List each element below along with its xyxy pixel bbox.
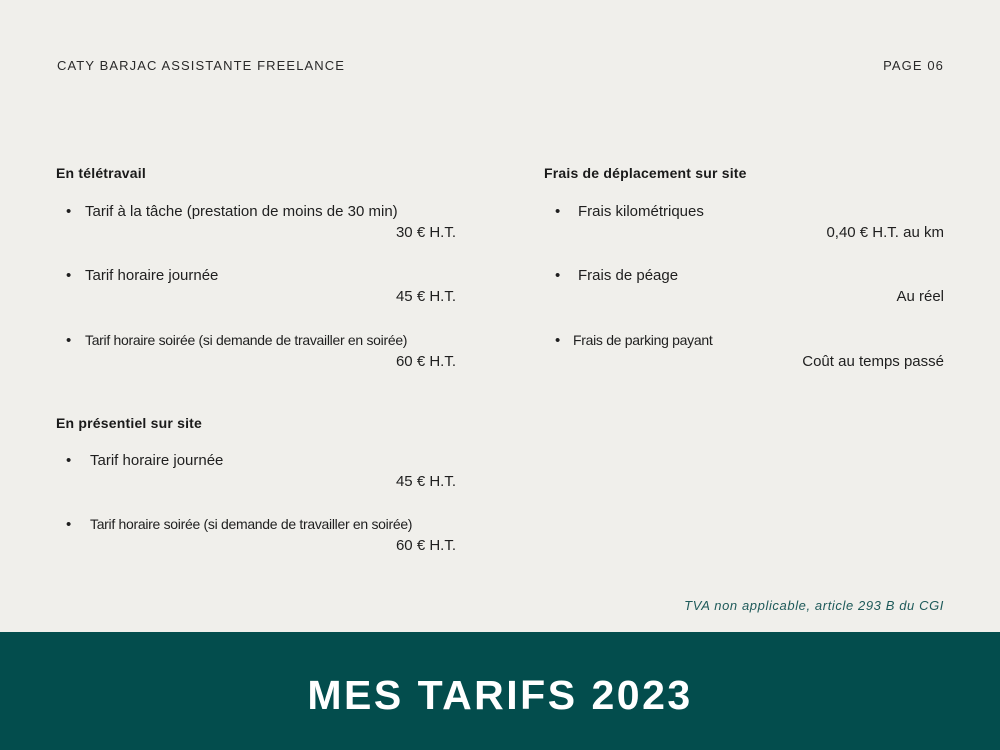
list-item — [66, 332, 456, 374]
item-label: Tarif horaire journée — [85, 267, 219, 284]
tva-note: TVA non applicable, article 293 B du CGI — [684, 598, 944, 613]
item-label: Tarif horaire soirée (si demande de travailler en soirée) — [90, 516, 413, 532]
item-price: 60 € H.T. — [395, 537, 456, 554]
item-price: 30 € H.T. — [395, 224, 456, 241]
bullet-dot-icon: • — [66, 203, 72, 220]
list-item — [66, 267, 456, 309]
section-title-teletravail: En télétravail — [56, 165, 146, 181]
bullet-dot-icon: • — [66, 452, 72, 469]
item-price: Au réel — [896, 288, 944, 305]
item-label: Tarif horaire soirée (si demande de travailler en soirée) — [85, 332, 408, 348]
list-item — [555, 267, 944, 309]
bullet-dot-icon: • — [66, 267, 72, 284]
item-price: 0,40 € H.T. au km — [826, 224, 944, 241]
bullet-dot-icon: • — [555, 332, 561, 349]
list-item — [555, 332, 944, 374]
page-number: PAGE 06 — [883, 58, 944, 73]
bullet-dot-icon: • — [555, 203, 561, 220]
item-price: Coût au temps passé — [802, 353, 944, 370]
section-title-deplacement: Frais de déplacement sur site — [544, 165, 747, 181]
list-item — [555, 203, 944, 245]
item-price: 45 € H.T. — [395, 288, 456, 305]
item-label: Frais kilométriques — [578, 203, 704, 220]
list-item — [66, 452, 456, 494]
bullet-dot-icon: • — [66, 516, 72, 533]
section-title-presentiel: En présentiel sur site — [56, 415, 203, 431]
item-label: Tarif horaire journée — [90, 452, 224, 469]
page-title: MES TARIFS 2023 — [307, 672, 693, 718]
bullet-dot-icon: • — [555, 267, 561, 284]
item-label: Tarif à la tâche (prestation de moins de 30 min) — [85, 203, 398, 220]
item-price: 45 € H.T. — [395, 473, 456, 490]
list-item — [66, 203, 456, 245]
item-label: Frais de parking payant — [573, 332, 713, 348]
item-label: Frais de péage — [578, 267, 679, 284]
bullet-dot-icon: • — [66, 332, 72, 349]
item-price: 60 € H.T. — [395, 353, 456, 370]
header-author: CATY BARJAC ASSISTANTE FREELANCE — [57, 58, 346, 73]
list-item — [66, 516, 456, 558]
